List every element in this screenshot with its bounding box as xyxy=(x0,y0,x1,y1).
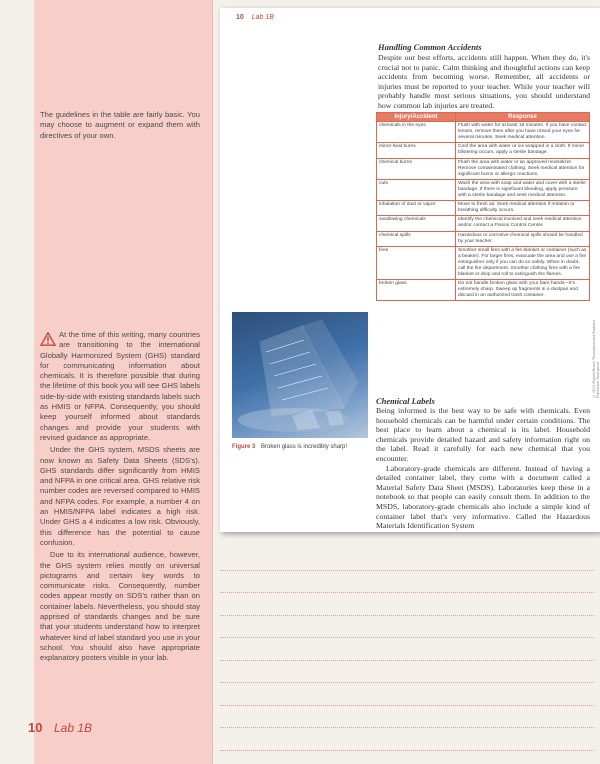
table-cell: Flush with water for at least 15 minutes. If you have contact lenses, remove them after you have rinsed your eyes for several minutes. Seek medical attention. xyxy=(456,122,590,143)
table-cell: cuts xyxy=(377,179,456,200)
chemical-paragraph-2: Laboratory-grade chemicals are different. Instead of having a detailed container label, they come with a document called a Material Safety Data Sheet (MSDS). Laboratories keep these in a notebook so that people can easily consult them. In addition to the MSDS, laboratory-grade chemicals also include a simple kind of container label that's very informative. Called the Hazardous Materials Identification System xyxy=(376,463,590,531)
table-cell: Hazardous or corrosive chemical spills should be handled by your teacher. xyxy=(456,231,590,246)
handling-text xyxy=(378,53,590,111)
note-line xyxy=(220,638,594,661)
col-header-response: Response xyxy=(456,113,590,122)
table-cell: fires xyxy=(377,246,456,279)
inset-header xyxy=(236,14,274,21)
table-cell: minor heat burns xyxy=(377,143,456,158)
inset-lab-label: Lab 1B xyxy=(251,14,274,21)
ghs-paragraph-1: At the time of this writing, many countries are transitioning to the international Globally Harmonized System (GHS) standard for communicating information about chemicals. It is therefore possible that during the lifetime of this book you will see GHS labels side-by-side with existing standards labels such as HMIS or NFPA. Consequently, you should keep yourself informed about standards changes and provide your students with revised guidance as appropriate. xyxy=(40,330,200,442)
table-cell: inhalation of dust or vapor xyxy=(377,201,456,216)
inset-page-number: 10 xyxy=(236,14,244,21)
table-row xyxy=(377,179,590,200)
ghs-paragraph-3: Due to its international audience, however, the GHS system relies mostly on universal pictograms and certain key words to communicate risks. Consequently, number codes appear mostly on SDS's rather than on container labels. Nevertheless, you should stay apprised of standards changes and be sure that your students understand how to interpret whatever kind of label standard you use in your school. You should also have appropriate explanatory posters visible in your lab. xyxy=(40,550,200,663)
table-cell: broken glass xyxy=(377,280,456,301)
intro-text: The guidelines in the table are fairly basic. You may choose to augment or expand them with directives of your own. xyxy=(40,110,200,140)
handling-heading: Handling Common Accidents xyxy=(378,42,482,52)
accident-table xyxy=(376,112,590,301)
note-line xyxy=(220,571,594,594)
figure-label: Figure 3 xyxy=(232,444,256,450)
table-cell: Flush the area with water or an approved neutralizer. Remove contaminated clothing. Seek medical attention for significant burns or allergic reactions. xyxy=(456,158,590,179)
broken-glass-illustration xyxy=(232,312,368,438)
student-page-inset xyxy=(220,8,600,532)
table-cell: chemicals in the eyes xyxy=(377,122,456,143)
table-row xyxy=(377,201,590,216)
chemical-labels-heading: Chemical Labels xyxy=(376,396,435,406)
note-line xyxy=(220,661,594,684)
intro-note xyxy=(40,110,200,143)
table-row xyxy=(377,231,590,246)
table-cell: Cool the area with water or ice wrapped in a cloth. If minor blistering occurs, apply a sterile bandage. xyxy=(456,143,590,158)
figure-caption xyxy=(232,444,347,450)
table-row xyxy=(377,216,590,231)
warning-triangle-icon xyxy=(40,332,56,346)
table-cell: Wash the area with soap and water and cover with a sterile bandage. If there is significant bleeding, apply pressure with a sterile bandage and seek medical attention. xyxy=(456,179,590,200)
side-copyright: © 2014 Robert Bruce Thompson and Barbara Fritchman Thompson xyxy=(592,320,600,398)
footer-lab-label: Lab 1B xyxy=(54,721,93,735)
table-row xyxy=(377,122,590,143)
note-line xyxy=(220,706,594,729)
table-cell: Move to fresh air. Seek medical attention if irritation or breathing difficulty occurs. xyxy=(456,201,590,216)
table-cell: Do not handle broken glass with your bare hands—it's extremely sharp. Sweep up fragments in a dustpan and discard in an authorized trash container. xyxy=(456,280,590,301)
note-line xyxy=(220,616,594,639)
ghs-paragraph-2: Under the GHS system, MSDS sheets are now known as Safety Data Sheets (SDS's). GHS standards differ significantly from HMIS and NFPA in one critical area. GHS relative risk number codes are reversed compared to HMIS and NFPA codes. For example, a number 4 on an HMIS/NFPA label indicates a high risk. Under GHS a 4 indicates a low risk. Obviously, this difference has the potential to cause confusion. xyxy=(40,445,200,547)
broken-glass-photo xyxy=(232,312,368,438)
table-cell: swallowing chemicals xyxy=(377,216,456,231)
table-row xyxy=(377,158,590,179)
table-row xyxy=(377,246,590,279)
table-row xyxy=(377,143,590,158)
table-header-row xyxy=(377,113,590,122)
note-line xyxy=(220,728,594,751)
handling-paragraph: Despite our best efforts, accidents still happen. When they do, it's crucial not to panic. Calm thinking and thoughtful actions can keep accidents from becoming worse. Remember, all accidents or injuries must be reported to your teacher. While your teacher will probably handle most serious situations, you should understand how common lab injuries are treated. xyxy=(378,53,590,110)
table-cell: chemical burns xyxy=(377,158,456,179)
note-lines xyxy=(220,548,594,751)
col-header-injury: Injury/Accident xyxy=(377,113,456,122)
footer-page-number: 10 xyxy=(28,720,43,735)
ghs-notes xyxy=(40,330,200,666)
chemical-labels-text xyxy=(376,406,590,531)
chemical-paragraph-1: Being informed is the best way to be safe with chemicals. Even household chemicals can be harmful under certain conditions. The best place to learn about a chemical is its label. Household chemicals provide detailed hazard and safety information right on the label. Read it carefully for each new chemical that you encounter. xyxy=(376,406,590,463)
table-cell: chemical spills xyxy=(377,231,456,246)
figure-caption-text: Broken glass is incredibly sharp! xyxy=(261,444,348,450)
table-row xyxy=(377,280,590,301)
table-cell: Smother small fires with a fire blanket or container (such as a beaker). For larger fires, evacuate the area and use a fire extinguisher only if you can do so safely. When in doubt, call the fire department. Smother clothing fires with a fire blanket or drop and roll to extinguish the flames. xyxy=(456,246,590,279)
note-line xyxy=(220,683,594,706)
note-line xyxy=(220,548,594,571)
table-cell: Identify the chemical involved and seek medical attention and/or contact a Poison Control Center. xyxy=(456,216,590,231)
note-line xyxy=(220,593,594,616)
